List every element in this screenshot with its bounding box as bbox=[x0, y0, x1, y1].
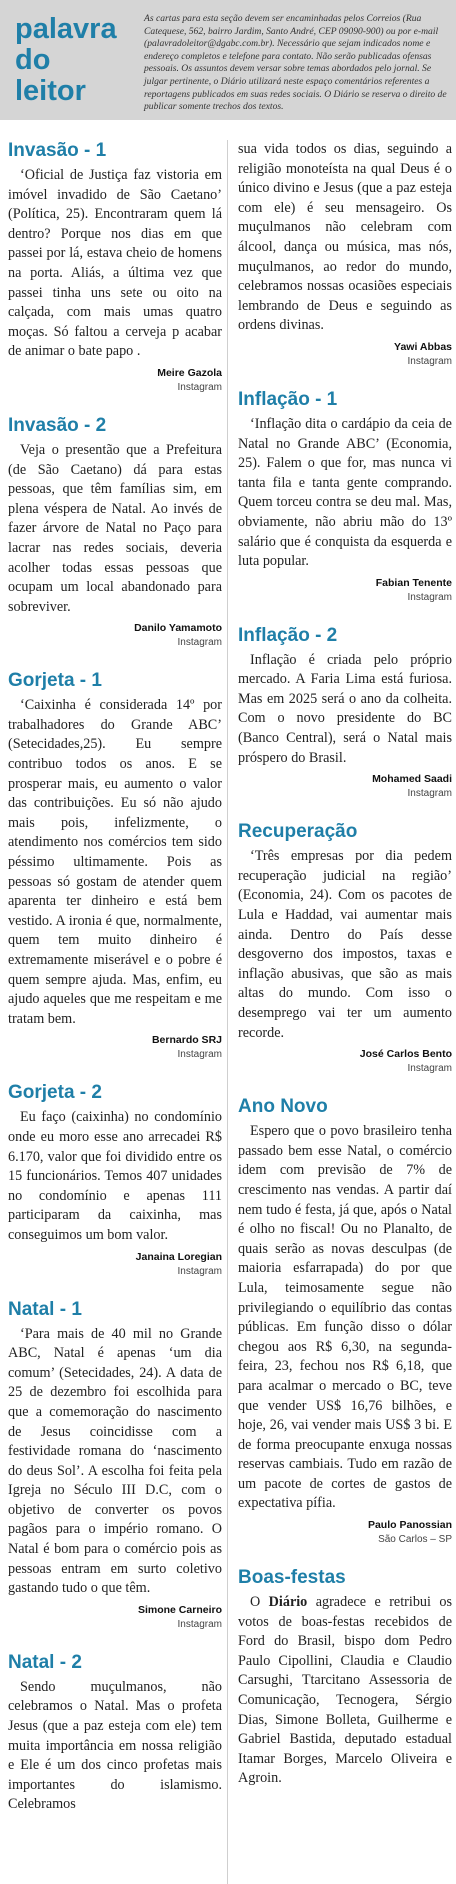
letter-title: Ano Novo bbox=[238, 1096, 328, 1118]
header-banner bbox=[0, 0, 456, 120]
section-intro: As cartas para esta seção devem ser encaminhadas pelos Correios (Rua Catequese, 562, bairro Jardim, Santo André, CEP 09090-900) ou por e-mail (palavradoleitor@dgabc.com.br). Necessário que sejam indicados nome e endereço completos e telefone para contato. Não serão publicadas ofensas pessoais. Os assuntos devem versar sobre temas abordados pelo jornal. Se julgar pertinente, o Diário utilizará neste espaço comentários referentes a reportagens publicados em suas redes sociais. O Diário se reserva o direito de publicar somente trechos dos textos. bbox=[144, 13, 447, 113]
letter-body-text: agradece e retribui os votos de boas-festas recebidos de Ford do Brasil, bispo dom Pedro Paulo Cipollini, Claudia e Claudio Carsughi, Ttarcitano Assessoria de Comunicação, Tecnogera, Sérgio Dias, Simone Bolleta, Guilherme e Gabriel Bastida, deputado estadual Itamar Borges, Marcelo Oliveira e Agroin. bbox=[238, 1594, 452, 1787]
letter-invasao-1 bbox=[8, 140, 222, 393]
letter-source: Instagram bbox=[177, 1049, 222, 1061]
letter-source: São Carlos – SP bbox=[378, 1534, 452, 1546]
letter-body: ‘Para mais de 40 mil no Grande ABC, Natal é apenas ‘um dia comum’ (Setecidades, 24). A data de 25 de dezembro foi escolhida para que a comemoração do nascimento de Jesus coincidisse com a festividade romana do ‘nascimento do deus Sol’. A escolha foi feita pela Igreja no Século III D.C, com o objetivo de converter os povos pagãos para o império romano. O Natal é bom para o comércio pois as pessoas entram em surto coletivo gastando tudo o que têm. bbox=[8, 1325, 222, 1597]
letter-author: Yawi Abbas bbox=[394, 340, 452, 353]
letter-source: Instagram bbox=[177, 1618, 222, 1630]
letter-gorjeta-1 bbox=[8, 670, 222, 1060]
letter-inflacao-1 bbox=[238, 389, 452, 603]
letter-source: Instagram bbox=[407, 355, 452, 367]
letter-title: Inflação - 2 bbox=[238, 624, 338, 646]
letter-title: Gorjeta - 2 bbox=[8, 1082, 102, 1104]
letter-source: Instagram bbox=[407, 788, 452, 800]
column-divider bbox=[227, 140, 228, 1884]
section-title-line1: palavra bbox=[15, 13, 117, 45]
letter-author: Meire Gazola bbox=[157, 366, 222, 379]
letter-author: José Carlos Bento bbox=[359, 1048, 452, 1061]
letter-author: Janaina Loregian bbox=[135, 1250, 222, 1263]
letter-natal-2 bbox=[8, 1652, 222, 1815]
letter-author: Danilo Yamamoto bbox=[134, 622, 222, 635]
letter-gorjeta-2 bbox=[8, 1082, 222, 1276]
section-title bbox=[15, 14, 123, 107]
letter-title: Gorjeta - 1 bbox=[8, 670, 102, 692]
letter-body: sua vida todos os dias, seguindo a religião monoteísta na qual Deus é o único divino e Jesus (que a paz esteja com ele) é seu mensageiro. Os muçulmanos não celebram com álcool, dança ou música, mas nós, muçulmanos, ao redor do mundo, celebramos nossas ocasiões especiais lembrando de Deus e seguindo as ordens divinas. bbox=[238, 141, 452, 334]
right-column bbox=[238, 140, 452, 1811]
letter-title: Invasão - 2 bbox=[8, 414, 107, 436]
letter-inflacao-2 bbox=[238, 625, 452, 800]
newspaper-name: Diário bbox=[268, 1594, 308, 1611]
letter-boas-festas bbox=[238, 1567, 452, 1789]
letter-body-prefix: O bbox=[250, 1594, 269, 1611]
letter-body: Inflação é criada pelo próprio mercado. A Faria Lima está furiosa. Mas em 2025 será o ano da colheita. Com o novo presidente do BC (Banco Central), será o Natal mais próspero do Brasil. bbox=[238, 651, 452, 766]
letter-title: Recuperação bbox=[238, 821, 358, 843]
letter-ano-novo bbox=[238, 1096, 452, 1545]
letter-title: Invasão - 1 bbox=[8, 140, 107, 161]
letter-body: ‘Inflação dita o cardápio da ceia de Natal no Grande ABC’ (Economia, 25). Falem o que for, mas nunca vi tanta fila e tanta gente comprando. Quem torceu contra se deu mal. Mas, obviamente, não abriu mão do 13º salário que é conquista da esquerda e luta popular. bbox=[238, 415, 452, 570]
letter-source: Instagram bbox=[177, 637, 222, 649]
letter-body: Veja o presentão que a Prefeitura (de São Caetano) dá para estas pessoas, que têm famílias sim, em plena véspera de Natal. Ao invés de fazer árvore de Natal no Paço para lacrar nas redes sociais, deveria acolher todas essas pessoas que ocupam um local abandonado para sobreviver. bbox=[8, 441, 222, 615]
letter-title: Inflação - 1 bbox=[238, 388, 338, 410]
letter-author: Mohamed Saadi bbox=[372, 773, 452, 786]
letter-body bbox=[238, 1593, 452, 1789]
letter-title: Natal - 2 bbox=[8, 1651, 82, 1673]
letter-source: Instagram bbox=[407, 591, 452, 603]
letter-author: Bernardo SRJ bbox=[151, 1034, 222, 1047]
letter-author: Paulo Panossian bbox=[367, 1519, 452, 1532]
letter-natal-1 bbox=[8, 1299, 222, 1630]
letter-body: ‘Três empresas por dia pedem recuperação judicial na região’ (Economia, 24). Com os pacotes de Lula e Haddad, vai aumentar mais ainda. Dentro do País desse desgoverno dos impostos, taxas e inflação abusivas, que são as mais altas do mundo. Com isso o desemprego vai ter um aumento recorde. bbox=[238, 848, 452, 1041]
letter-title: Natal - 1 bbox=[8, 1298, 82, 1320]
section-title-line2: do leitor bbox=[15, 44, 86, 107]
letter-body: Eu faço (caixinha) no condomínio onde eu moro esse ano arrecadei R$ 6.170, valor que foi dividido entre os 15 funcionários. Temos 407 unidades no condomínio e apenas 111 participaram da caixinha, mas conseguimos um bom valor. bbox=[8, 1109, 222, 1243]
letter-title: Boas-festas bbox=[238, 1567, 346, 1589]
letter-natal-2-continued bbox=[238, 140, 452, 367]
left-column bbox=[8, 140, 222, 1837]
letter-author: Fabian Tenente bbox=[375, 576, 452, 589]
letter-body: Espero que o povo brasileiro tenha passado bem esse Natal, o comércio idem com previsão de 7% de crescimento nas vendas. A partir daí nem tudo é festa, já que, após o Natal é olho no fiscal! Ou no Planalto, de quais serão as novas desculpas (de maioria esfarrapada) do por que Lula, teimosamente segue não privilegiando o equilíbrio das contas públicas. Em função disso o dólar chegou aos R$ 6,30, na segunda-feira, 23, fechou nos R$ 6,18, que para acalmar o mercado o BC, teve que vender US$ 16,76 bilhões, e hoje, 26, vai vender mais US$ 3 bi. E de forma preocupante enxuga nossas reservas cambiais. Tudo em razão de um pacote de cortes de gastos de expectativa pífia. bbox=[238, 1123, 452, 1512]
letter-body: ‘Oficial de Justiça faz vistoria em imóvel invadido de São Caetano’ (Política, 25). Encontraram quem lá dentro? Porque nos dias em que passei por lá, estava cheio de homens na porta. Aliás, a última vez que passei tinha uns sete ou oito na calçada, com mais umas quatro moças. Só faltou a cerveja p acabar de animar o bate papo . bbox=[8, 167, 222, 360]
letter-body: ‘Caixinha é considerada 14º por trabalhadores do Grande ABC’ (Setecidades,25). Eu sempre contribuo todos os anos. E se prosperar mais, eu aumento o valor das contribuições. Eu só não ajudo mais pois, infelizmente, o atendimento nos comércios tem sido péssimo ultimamente. Pois as pessoas só gostam de atender quem aparenta ter dinheiro e está bem vestido. A ironia é que, normalmente, quem tem muito dinheiro é extremamente miserável e o pobre é quem sempre ajuda. Mas, enfim, eu ajudo aqueles que me respeitam e me tratam bem. bbox=[8, 697, 222, 1027]
letter-invasao-2 bbox=[8, 415, 222, 648]
letter-source: Instagram bbox=[177, 1265, 222, 1277]
letter-body: Sendo muçulmanos, não celebramos o Natal. Mas o profeta Jesus (que a paz esteja com ele) tem muita importância em nossa religião e Ele é um dos cinco profetas mais importantes do islamismo. Celebramos bbox=[8, 1678, 222, 1813]
letter-source: Instagram bbox=[177, 381, 222, 393]
letter-source: Instagram bbox=[407, 1063, 452, 1075]
letter-recuperacao bbox=[238, 821, 452, 1074]
letter-author: Simone Carneiro bbox=[137, 1603, 222, 1616]
